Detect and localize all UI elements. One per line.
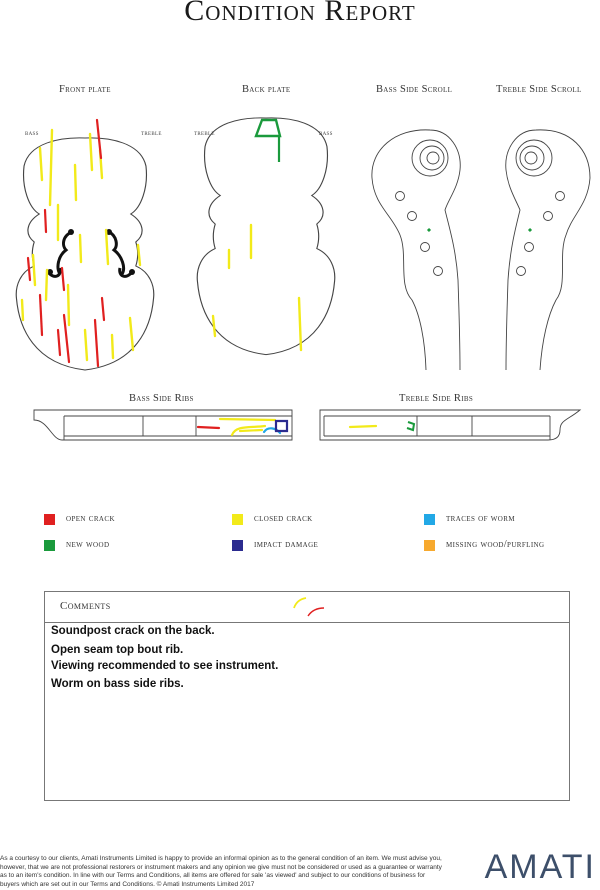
bass-side-scroll-label: Bass Side Scroll [376,84,453,95]
comments-box [44,591,570,801]
treble-side-ribs-diagram [320,410,580,440]
bass-side-ribs-label: Bass Side Ribs [129,393,194,404]
comment-line-1: Soundpost crack on the back. [51,625,215,637]
legend-swatch-open-crack [44,514,55,525]
legend-open-crack: open crack [66,513,115,524]
front-plate-diagram [16,120,154,370]
back-treble-label: treble [194,129,215,137]
comment-line-4: Worm on bass side ribs. [51,678,184,690]
back-plate-label: Back plate [242,84,291,95]
amati-logo: AMATI [484,848,596,886]
page-title: Condition Report [184,0,416,27]
legend-swatch-missing-wood [424,540,435,551]
legend-swatch-new-wood [44,540,55,551]
legend-closed-crack: closed crack [254,513,313,524]
back-button-new-wood-icon [256,120,280,136]
comment-scribble-icon [290,594,350,620]
legend-missing-wood: missing wood/purfling [446,539,545,550]
legend-swatch-traces-of-worm [424,514,435,525]
legend-new-wood: new wood [66,539,110,550]
treble-f-hole-icon [109,232,132,276]
back-bass-label: bass [319,129,333,137]
front-plate-label: Front plate [59,84,111,95]
back-plate-diagram [197,118,335,355]
legend-swatch-impact-damage [232,540,243,551]
bass-side-scroll-diagram [372,130,460,370]
comment-line-3: Viewing recommended to see instrument. [51,660,279,672]
legend-impact-damage: impact damage [254,539,319,550]
comments-title: Comments [60,600,111,612]
treble-side-scroll-diagram [506,130,590,370]
legend-traces-of-worm: traces of worm [446,513,515,524]
comments-header [45,592,569,623]
comment-line-2: Open seam top bout rib. [51,644,184,656]
treble-side-ribs-label: Treble Side Ribs [399,393,474,404]
treble-side-scroll-label: Treble Side Scroll [496,84,582,95]
legend-swatch-closed-crack [232,514,243,525]
bass-side-ribs-diagram [34,410,292,440]
disclaimer-text: As a courtesy to our clients, Amati Instruments Limited is happy to provide an informal opinion as to the general condition of an item. We must advise you, however, that we are not professional restorers or instrument makers and any opinion we give must not be considered or used as a guarantee or warranty as to an item's condition. In line with our Terms and Conditions, all items are offered for sale 'as viewed' and subject to our conditions of business for buyers which are set out in our Terms and Conditions. © Amati Instruments Limited 2017 [0,855,442,888]
front-bass-label: bass [25,129,39,137]
front-treble-label: treble [141,129,162,137]
